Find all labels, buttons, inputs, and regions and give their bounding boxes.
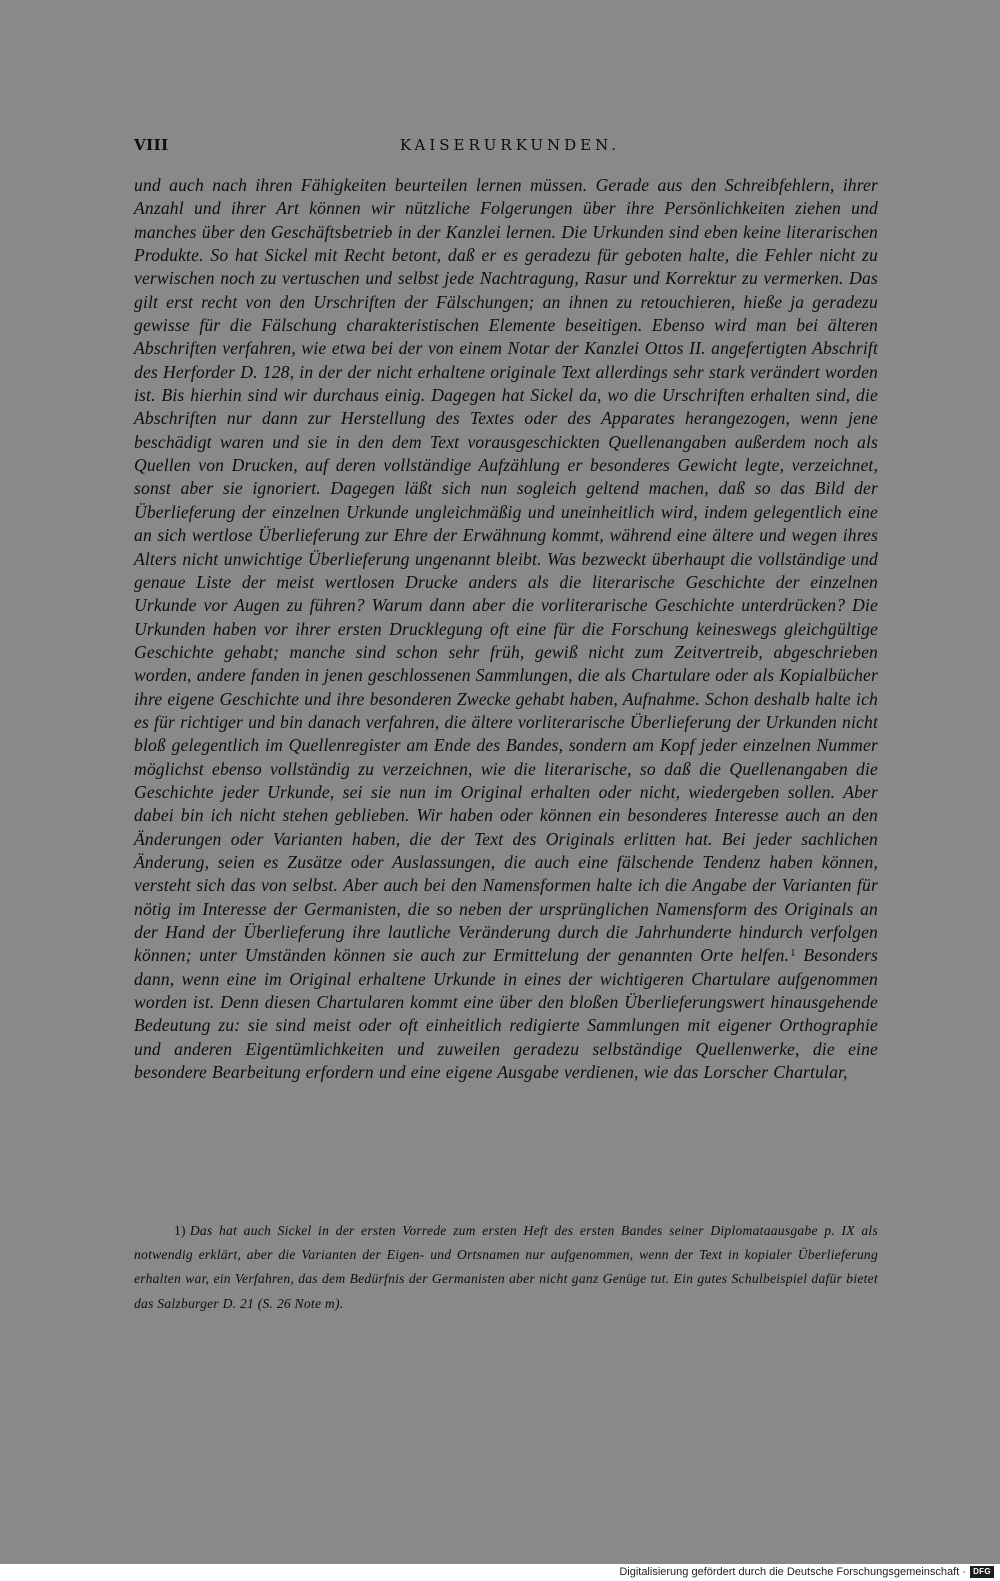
page-number: VIII (134, 136, 169, 154)
footnote-label: 1) (174, 1223, 186, 1238)
dfg-logo: DFG (970, 1566, 994, 1578)
running-head (134, 136, 878, 158)
footnote (134, 1219, 878, 1316)
digitization-footer (0, 1564, 1000, 1581)
footnote-reference: 1 (790, 947, 796, 960)
body-text-main: und auch nach ihren Fähigkeiten beurteilen lernen müssen. Gerade aus den Schreibfehlern, ihrer Anzahl und ihrer Art können wir nützliche Folgerungen über ihre Persönlichkeiten ziehen und manches über den Geschäftsbetrieb in der Kanzlei lernen. Die Urkunden sind eben keine literarischen Produkte. So hat Sickel mit Recht betont, daß er es geradezu für geboten halte, die Fehler nicht zu verwischen noch zu vertuschen und selbst jede Nachtragung, Rasur und Korrektur zu vermerken. Das gilt erst recht von den Urschriften der Fälschungen; an ihnen zu retouchieren, hieße ja geradezu gewisse für die Fälschung charakteristischen Elemente beseitigen. Ebenso wird man bei älteren Abschriften verfahren, wie etwa bei der von einem Notar der Kanzlei Ottos II. angefertigten Abschrift des Herforder D. 128, in der der nicht erhaltene originale Text allerdings sehr stark verändert worden ist. Bis hierhin sind wir durchaus einig. Dagegen hat Sickel da, wo die Urschriften erhalten sind, die Abschriften nur dann zur Herstellung des Textes oder des Apparates herangezogen, wenn jene beschädigt waren und sie in den dem Text vorausgeschickten Quellenangaben außerdem noch als Quellen von Drucken, auf deren vollständige Aufzählung er besonderes Gewicht legte, verzeichnet, sonst aber sie ignoriert. Dagegen läßt sich nun sogleich geltend machen, daß so das Bild der Überlieferung der einzelnen Urkunde ungleichmäßig und uneinheitlich wird, indem gelegentlich eine an sich wertlose Überlieferung zur Ehre der Erwähnung kommt, während eine ältere und wegen ihres Alters nicht unwichtige Überlieferung ungenannt bleibt. Was bezweckt überhaupt die vollständige und genaue Liste der meist wertlosen Drucke anders als die literarische Geschichte der einzelnen Urkunde vor Augen zu führen? Warum dann aber die vorliterarische Geschichte unterdrücken? Die Urkunden haben vor ihrer ersten Drucklegung oft eine für die Forschung keineswegs gleichgültige Geschichte gehabt; manche sind schon sehr früh, gewiß nicht zum Zeitvertreib, abgeschrieben worden, andere fanden in jenen geschlossenen Sammlungen, die als Chartulare oder als Kopialbücher ihre eigene Geschichte und ihre besonderen Zwecke gehabt haben, Aufnahme. Schon deshalb halte ich es für richtiger und bin danach verfahren, die ältere vorliterarische Überlieferung der Urkunden nicht bloß gelegentlich im Quellenregister am Ende des Bandes, sondern am Kopf jeder einzelnen Nummer möglichst ebenso vollständig zu verzeichnen, wie die literarische, so daß die Quellenangaben die Geschichte jeder Urkunde, sei sie nun im Original erhalten oder nicht, wiedergeben sollen. Aber dabei bin ich nicht stehen geblieben. Wir haben oder können ein besonderes Interesse auch an den Änderungen oder Varianten haben, die der Text des Originals erlitten hat. Bei jeder sachlichen Änderung, seien es Zusätze oder Auslassungen, die auch eine fälschende Tendenz haben können, versteht sich das von selbst. Aber auch bei den Namensformen halte ich die Angabe der Varianten für nötig im Interesse der Germanisten, die so neben der ursprünglichen Namensform des Originals an der Hand der Überlieferung ihre lautliche Veränderung durch die Jahrhunderte hindurch verfolgen können; unter Umständen können sie auch zur Ermittelung der genannten Orte helfen. (134, 175, 878, 966)
footnote-text: Das hat auch Sickel in der ersten Vorrede zum ersten Heft des ersten Bandes seiner Diplomataausgabe p. IX als notwendig erklärt, aber die Varianten der Eigen- und Ortsnamen nur aufgenommen, wenn der Text in kopialer Überlieferung erhalten war, ein Verfahren, das dem Bedürfnis der Germanisten aber nicht ganz Genüge tut. Ein gutes Schulbeispiel dafür bietet das Salzburger D. 21 (S. 26 Note m). (134, 1223, 878, 1311)
running-title: KAISERURKUNDEN. (399, 136, 621, 154)
body-text (134, 174, 878, 1084)
body-text-continuation: Besonders dann, wenn eine im Original erhaltene Urkunde in eines der wichtigeren Chartulare aufgenommen worden ist. Denn diesen Chartularen kommt eine über den bloßen Überlieferungswert hinausgehende Bedeutung zu: sie sind meist oder oft einheitlich redigierte Sammlungen mit eigener Orthographie und anderen Eigentümlichkeiten und zuweilen geradezu selbständige Quellenwerke, die eine besondere Bearbeitung erfordern und eine eigene Ausgabe verdienen, wie das Lorscher Chartular, (134, 945, 878, 1083)
footer-credit: Digitalisierung gefördert durch die Deutsche Forschungsgemeinschaft · (619, 1566, 966, 1578)
